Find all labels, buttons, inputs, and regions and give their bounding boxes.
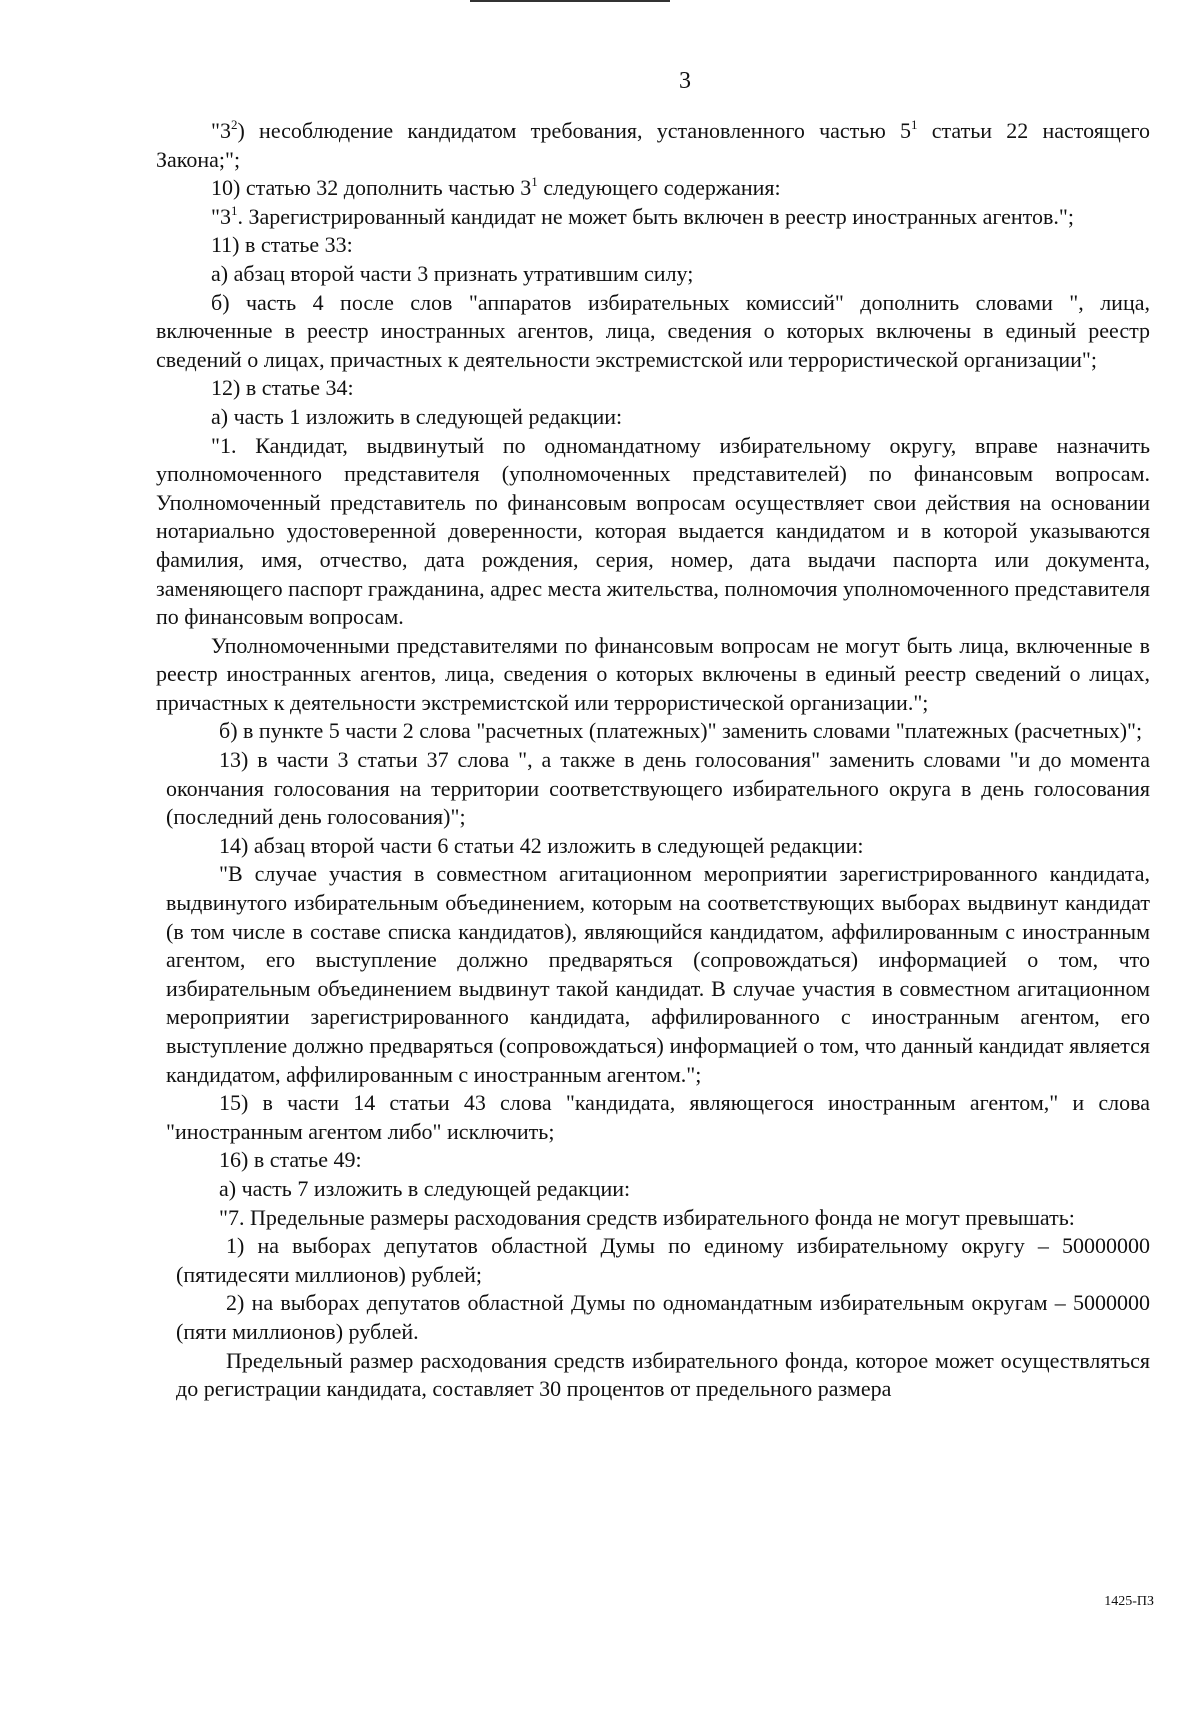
page-number: 3 [679, 68, 691, 94]
paragraph: а) абзац второй части 3 признать утратившим силу; [211, 260, 694, 286]
paragraph: 11) в статье 33: [211, 232, 353, 258]
paragraph: "В случае участия в совместном агитационном мероприятии зарегистрированного кандидата, выдвинутого избирательным объединением, которым на соответствующих выборах выдвинут кандидат (в том числе в составе списка кандидатов), являющийся кандидатом, аффилированным с иностранным агентом, его выступление должно предваряться (сопровождаться) информацией о том, что избирательным объединением выдвинут такой кандидат. В случае участия в совместном агитационном мероприятии зарегистрированного кандидата, аффилированного с иностранным агентом, его выступление должно предваряться (сопровождаться) информацией о том, что данный кандидат является кандидатом, аффилированным с иностранным агентом."; [166, 861, 1150, 1087]
paragraph: 1) на выборах депутатов областной Думы по единому избирательному округу – 50000000 (пятидесяти миллионов) рублей; [176, 1233, 1150, 1287]
document-body [156, 117, 1151, 1404]
paragraph: 14) абзац второй части 6 статьи 42 изложить в следующей редакции: [219, 832, 864, 858]
paragraph: Уполномоченными представителями по финансовым вопросам не могут быть лица, включенные в реестр иностранных агентов, лица, сведения о которых включены в единый реестр сведений о лицах, причастных к деятельности экстремистской или террористической организации."; [156, 632, 1150, 715]
paragraph: а) часть 1 изложить в следующей редакции: [211, 403, 623, 429]
paragraph: 2) на выборах депутатов областной Думы по одномандатным избирательным округам – 5000000 (пяти миллионов) рублей. [176, 1290, 1150, 1344]
paragraph: б) часть 4 после слов "аппаратов избирательных комиссий" дополнить словами ", лица, включенные в реестр иностранных агентов, лица, сведения о которых включены в единый реестр сведений о лицах, причастных к деятельности экстремистской или террористической организации"; [156, 289, 1150, 372]
paragraph: "$3^1$. Зарегистрированный кандидат не может быть включен в реестр иностранных агентов."; [211, 202, 1074, 229]
paragraph: б) в пункте 5 части 2 слова "расчетных (платежных)" заменить словами "платежных (расчетных)"; [219, 718, 1143, 744]
paragraph: "7. Предельные размеры расходования средств избирательного фонда не могут превышать: [219, 1204, 1075, 1230]
top-rule [470, 0, 670, 2]
paragraph: 15) в части 14 статьи 43 слова "кандидата, являющегося иностранным агентом," и слова "иностранным агентом либо" исключить; [166, 1090, 1150, 1144]
paragraph: 10) статью 32 дополнить частью $3^1$ следующего содержания: [211, 174, 781, 201]
paragraph: "1. Кандидат, выдвинутый по одномандатному избирательному округу, вправе назначить уполномоченного представителя (уполномоченных представителей) по финансовым вопросам. Уполномоченный представитель по финансовым вопросам осуществляет свои действия на основании нотариально удостоверенной доверенности, которая выдается кандидатом и в которой указываются фамилия, имя, отчество, дата рождения, серия, номер, дата выдачи паспорта или документа, заменяющего паспорт гражданина, адрес места жительства, полномочия уполномоченного представителя по финансовым вопросам. [156, 432, 1151, 630]
paragraph: а) часть 7 изложить в следующей редакции: [219, 1175, 631, 1201]
paragraph: 12) в статье 34: [211, 375, 354, 401]
paragraph: "$3^2$) несоблюдение кандидатом требования, установленного частью $5^1$ статьи 22 настоящего Закона;"; [156, 117, 1150, 172]
paragraph: 16) в статье 49: [219, 1147, 362, 1173]
paragraph: 13) в части 3 статьи 37 слова ", а также в день голосования" заменить словами "и до момента окончания голосования на территории соответствующего избирательного округа в день голосования (последний день голосования)"; [166, 747, 1150, 830]
paragraph: Предельный размер расходования средств избирательного фонда, которое может осуществляться до регистрации кандидата, составляет 30 процентов от предельного размера [176, 1347, 1150, 1402]
document-code: 1425-ПЗ [1104, 1594, 1154, 1609]
